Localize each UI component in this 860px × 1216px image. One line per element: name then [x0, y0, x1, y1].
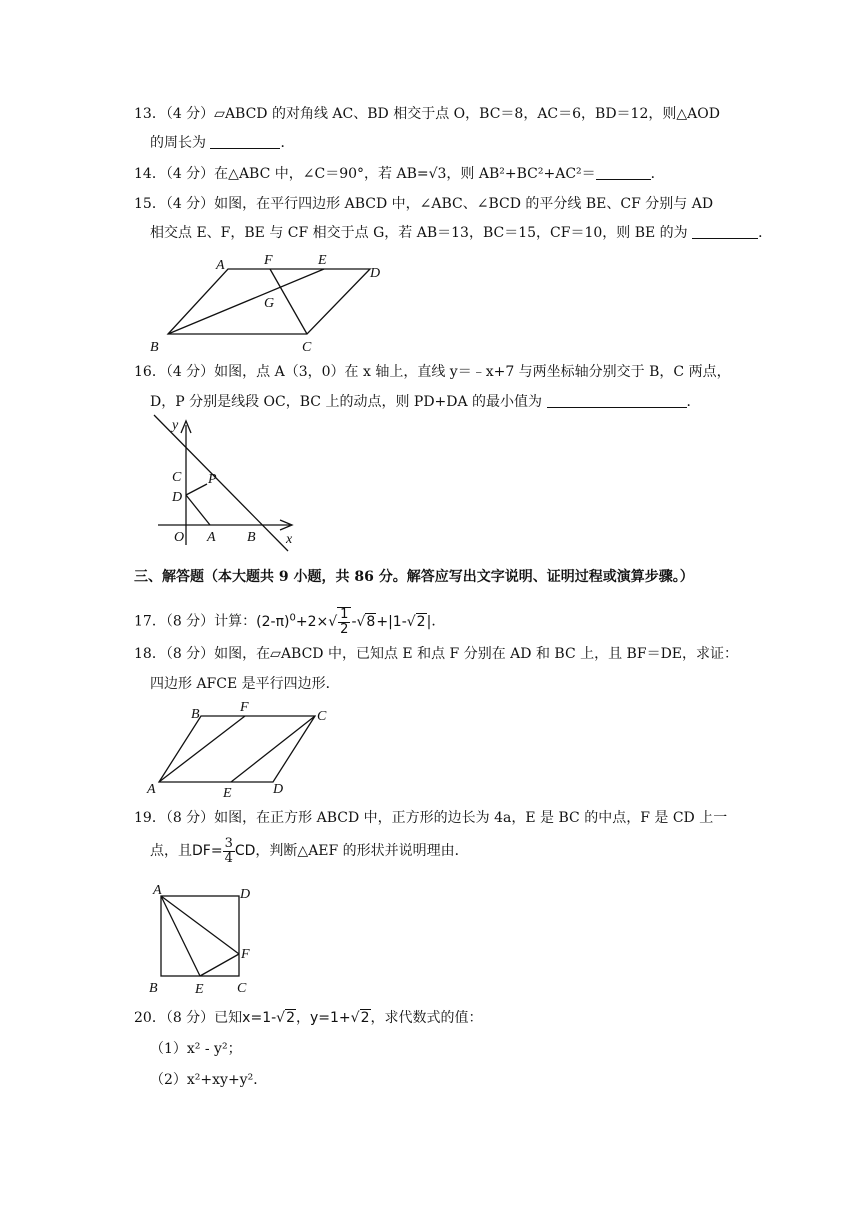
q16-end: ．	[686, 394, 701, 410]
q13-end: ．	[280, 135, 295, 151]
label-A: A	[207, 530, 216, 545]
label-P: P	[208, 472, 217, 487]
label-D: D	[273, 782, 284, 797]
q18-line1: 18．（8 分）如图，在▱ABCD 中，已知点 E 和点 F 分别在 AD 和 BC 上，且 BF＝DE，求证：	[134, 646, 739, 662]
label-D: D	[172, 490, 183, 505]
expr-part: CD	[234, 843, 256, 859]
label-x: x	[286, 532, 293, 547]
q19-line1: 19．（8 分）如图，在正方形 ABCD 中，正方形的边长为 4a，E 是 BC 的中点，F 是 CD 上一	[134, 810, 728, 826]
figure-15-parallelogram	[140, 248, 400, 358]
q16-text: D，P 分别是线段 OC，BC 上的动点，则 PD+DA 的最小值为	[150, 394, 543, 410]
q20-part2: （2）x²+xy+y²．	[150, 1072, 268, 1088]
q20-part1: （1）x² - y²；	[150, 1041, 242, 1057]
expr-part: y=1+	[310, 1010, 351, 1026]
q13-text: 的周长为	[150, 135, 206, 151]
q16-line1: 16．（4 分）如图，点 A（3，0）在 x 轴上，直线 y＝﹣x+7 与两坐标轴分别交于 B，C 两点，	[134, 364, 731, 380]
q20-separator: ，	[296, 1010, 310, 1026]
label-B: B	[191, 707, 200, 722]
q14-text: 14．（4 分）在△ABC 中，∠C＝90°，若 AB=√3，则 AB²+BC²+AC²＝	[134, 166, 596, 182]
label-C: C	[172, 470, 182, 485]
q14-end: ．	[650, 166, 665, 182]
label-C: C	[302, 340, 312, 355]
label-O: O	[174, 530, 185, 545]
label-F: F	[240, 700, 249, 715]
label-A: A	[153, 883, 162, 898]
label-G: G	[264, 296, 275, 311]
label-D: D	[240, 887, 251, 902]
fraction-denominator: 4	[224, 850, 233, 866]
label-A: A	[216, 258, 225, 273]
label-A: A	[147, 782, 156, 797]
q17-line	[134, 604, 734, 637]
q15-text: 相交点 E、F，BE 与 CF 相交于点 G，若 AB＝13，BC＝15，CF＝10，则 BE 的为	[150, 225, 688, 241]
label-y: y	[172, 418, 179, 433]
expr-part: DF=	[192, 843, 223, 859]
fraction-numerator: 3	[224, 835, 233, 851]
expr-radicand: 2	[360, 1010, 370, 1026]
expr-radicand: 2	[286, 1010, 295, 1026]
label-B: B	[149, 981, 158, 996]
answer-blank	[210, 134, 280, 149]
q20-text: ，求代数式的值：	[370, 1010, 483, 1026]
expr-part: -	[351, 613, 357, 630]
q19-text: ，判断△AEF 的形状并说明理由．	[255, 843, 469, 859]
fraction-denominator: 2	[340, 621, 349, 637]
expr-part: (2-π)	[256, 613, 290, 630]
expr-exponent: 0	[289, 612, 296, 623]
expr-part: +2×	[295, 613, 329, 630]
q20-text: 20．（8 分）已知	[134, 1010, 243, 1026]
q17-end: ．	[431, 613, 446, 630]
figure-19-square	[145, 878, 265, 998]
label-F: F	[241, 947, 250, 962]
label-E: E	[195, 982, 204, 997]
q18-line2: 四边形 AFCE 是平行四边形．	[150, 676, 340, 692]
label-E: E	[318, 253, 327, 268]
q15-end: ．	[758, 225, 773, 241]
figure-18-parallelogram	[145, 700, 345, 800]
expr-radicand: 8	[366, 613, 376, 630]
label-C: C	[237, 981, 247, 996]
q19-text: 点，且	[150, 843, 192, 859]
expr-part: |	[426, 613, 432, 630]
label-C: C	[317, 709, 327, 724]
expr-fraction	[337, 607, 351, 637]
q19-line2	[150, 836, 750, 866]
label-B: B	[247, 530, 256, 545]
q15-line2	[150, 223, 773, 243]
q13-line1: 13．（4 分）▱ABCD 的对角线 AC、BD 相交于点 O，BC＝8，AC＝6，BD＝12，则△AOD	[134, 106, 720, 122]
section-heading: 三、解答题（本大题共 9 小题，共 86 分。解答应写出文字说明、证明过程或演算步骤。）	[134, 569, 694, 585]
q16-line2	[150, 392, 750, 412]
expr-radicand: 2	[416, 613, 426, 630]
q17-text: 17．（8 分）计算：	[134, 613, 257, 630]
q13-line2	[150, 133, 750, 153]
q15-line1: 15．（4 分）如图，在平行四边形 ABCD 中，∠ABC、∠BCD 的平分线 BE、CF 分别与 AD	[134, 196, 714, 212]
expr-sqrt: √2	[276, 1010, 295, 1026]
label-D: D	[370, 266, 381, 281]
expr-part: x=1-	[242, 1010, 277, 1026]
q20-line1	[134, 1008, 734, 1028]
expr-sqrt: √2	[350, 1010, 370, 1026]
label-E: E	[223, 786, 232, 801]
label-B: B	[150, 340, 159, 355]
label-F: F	[264, 253, 273, 268]
fraction-numerator: 1	[340, 606, 349, 622]
answer-blank	[596, 165, 651, 180]
answer-blank	[692, 224, 758, 239]
expr-fraction	[223, 837, 235, 866]
figure-16-coordinate-plane	[150, 415, 300, 555]
expr-part: +|1-	[376, 613, 407, 630]
q17-expression: $(2-\pi)^0+2\times√$ $\frac{1}{2}$ -√8+|1-√2|	[256, 606, 432, 637]
answer-blank	[547, 393, 687, 408]
q14-line	[134, 164, 734, 184]
